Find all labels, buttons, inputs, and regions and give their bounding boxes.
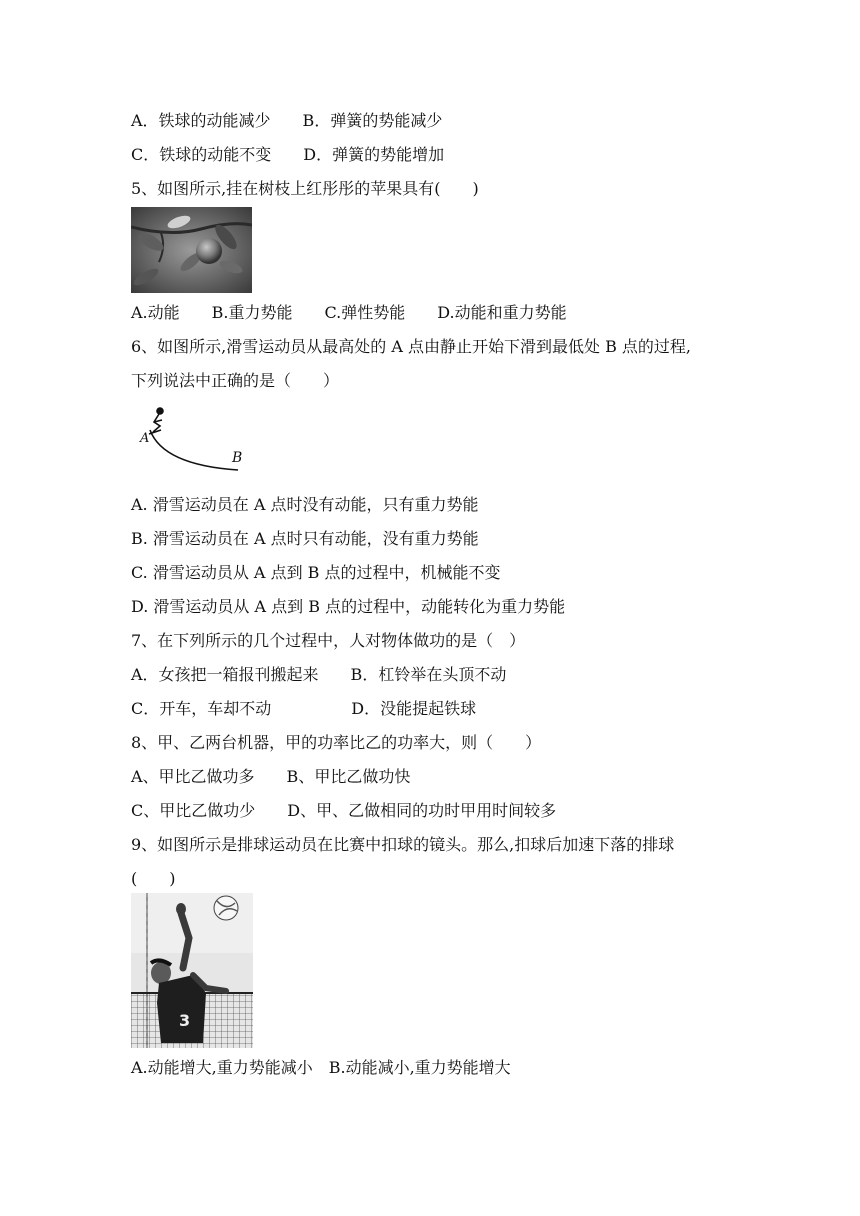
q6-stem-line2: 下列说法中正确的是（ ） — [131, 371, 340, 390]
q6-option-c: C. 滑雪运动员从 A 点到 B 点的过程中，机械能不变 — [131, 563, 501, 582]
q9-options-line1: A.动能增大,重力势能减小 B.动能减小,重力势能增大 — [131, 1058, 511, 1077]
q6-stem-line1: 6、如图所示,滑雪运动员从最高处的 A 点由静止开始下滑到最低处 B 点的过程, — [131, 337, 692, 356]
q8-stem: 8、甲、乙两台机器，甲的功率比乙的功率大，则（ ） — [131, 733, 542, 752]
q9-stem-line2: ( ) — [131, 869, 176, 888]
q7-options-line1: A．女孩把一箱报刊搬起来 B．杠铃举在头顶不动 — [131, 665, 507, 684]
q5-stem: 5、如图所示,挂在树枝上红彤彤的苹果具有( ) — [131, 179, 479, 198]
q7-options-line2: C．开车，车却不动 D．没能提起铁球 — [131, 699, 477, 718]
q9-stem-line1: 9、如图所示是排球运动员在比赛中扣球的镜头。那么,扣球后加速下落的排球 — [131, 835, 675, 854]
label-a: A — [140, 431, 150, 446]
q4-options-line2: C．铁球的动能不变 D．弹簧的势能增加 — [131, 145, 445, 164]
volleyball-spike-photo — [131, 893, 253, 1048]
ski-slope-diagram — [138, 400, 252, 476]
q6-option-d: D. 滑雪运动员从 A 点到 B 点的过程中，动能转化为重力势能 — [131, 597, 566, 616]
q8-options-line2: C、甲比乙做功少 D、甲、乙做相同的功时甲用时间较多 — [131, 801, 557, 820]
q4-options-line1: A．铁球的动能减少 B．弹簧的势能减少 — [131, 111, 443, 130]
jersey-number: 3 — [179, 1011, 191, 1030]
q5-options: A.动能 B.重力势能 C.弹性势能 D.动能和重力势能 — [131, 303, 567, 322]
q7-stem: 7、在下列所示的几个过程中，人对物体做功的是（ ） — [131, 631, 526, 650]
q6-option-a: A. 滑雪运动员在 A 点时没有动能，只有重力势能 — [131, 495, 479, 514]
apple-branch-photo — [131, 207, 252, 293]
label-b: B — [232, 450, 243, 466]
q8-options-line1: A、甲比乙做功多 B、甲比乙做功快 — [131, 767, 411, 786]
q6-option-b: B. 滑雪运动员在 A 点时只有动能，没有重力势能 — [131, 529, 479, 548]
